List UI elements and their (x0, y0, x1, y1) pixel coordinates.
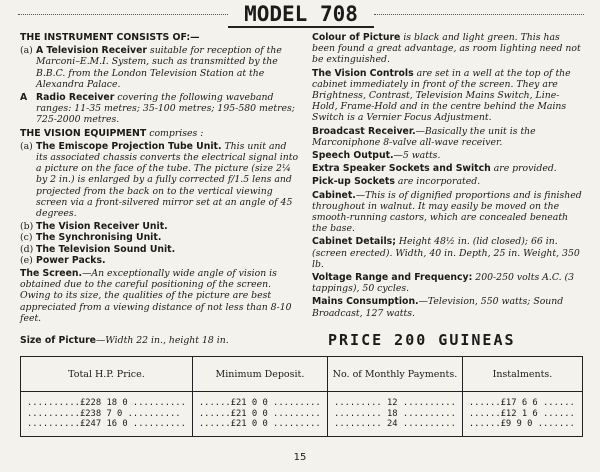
cabinet-paragraph (312, 190, 584, 235)
mains-text: —Television, 550 watts; Sound Broadcast, 127 watts. (312, 296, 564, 319)
extra-bold: Extra Speaker Sockets and Switch (312, 163, 491, 175)
item-bold: Power Packs. (36, 254, 106, 266)
size-text: —Width 22 in., height 18 in. (95, 335, 229, 346)
screen-bold: The Screen. (20, 268, 83, 280)
cell-payments: ......... 24 .......... (328, 419, 463, 436)
size-bold: Size of Picture (20, 335, 96, 346)
colour-text: is black and light green. This has been found a great advantage, as room lighting need not be extinguished. (312, 32, 581, 66)
table-row (21, 409, 583, 420)
item-text: suitable for reception of the Marconi–E.M.I. System, such as transmitted by the B.B.C. from the London Television Station at the Alexandra Palace. (36, 45, 282, 90)
header-monthly-payments: No. of Monthly Payments. (328, 357, 463, 392)
table-header-row (21, 357, 583, 392)
item-synchronising (20, 232, 300, 243)
item-vision-receiver (20, 221, 300, 232)
item-text: This unit and its associated chassis converts the electrical signal into a picture on the face of the tube. The picture (size 2¼ by 2 in.) is enlarged by a fully corrected f/1.5 lens and projected from the back on to the vertical viewing screen via a front-silvered mirror set at an angle of 45 degrees. (36, 140, 299, 220)
title-rule-left (18, 14, 228, 15)
details-text: Height 48½ in. (lid closed); 66 in. (screen erected). Width, 40 in. Depth, 25 in. Weight, 350 lb. (312, 236, 580, 270)
cell-instalment: ......£12 1 6 ...... (462, 409, 582, 420)
speech-paragraph (312, 150, 584, 161)
voltage-paragraph (312, 272, 584, 294)
item-marker: (c) (20, 232, 33, 244)
item-marker: (b) (20, 221, 34, 233)
item-bold: The Synchronising Unit. (36, 232, 162, 244)
item-emiscope (20, 141, 300, 219)
pickup-text: are incorporated. (394, 176, 481, 188)
colour-bold: Colour of Picture (312, 32, 401, 43)
vision-heading: THE VISION EQUIPMENT (20, 127, 147, 139)
hire-purchase-table (20, 356, 583, 437)
item-marker: (a) (20, 45, 33, 57)
vision-heading-line (20, 128, 300, 139)
details-paragraph (312, 236, 584, 270)
price-heading: PRICE 200 GUINEAS (328, 331, 516, 349)
screen-text: —An exceptionally wide angle of vision is obtained due to the careful positioning of the screen. Owing to its size, the qualities of the picture are best appreciated from a viewing distance of not less than 8-10 feet. (20, 268, 292, 324)
colour-paragraph (312, 32, 584, 66)
header-minimum-deposit: Minimum Deposit. (192, 357, 327, 392)
item-power-packs (20, 255, 300, 266)
item-bold: Radio Receiver (36, 92, 115, 104)
cell-total-price: ..........£247 16 0 .......... (21, 419, 193, 436)
mains-bold: Mains Consumption. (312, 296, 419, 308)
controls-paragraph (312, 68, 584, 124)
cell-deposit: ......£21 0 0 ......... (192, 419, 327, 436)
speech-bold: Speech Output. (312, 150, 394, 162)
cell-instalment: ......£9 9 0 ....... (462, 419, 582, 436)
right-column (312, 32, 584, 321)
details-bold: Cabinet Details; (312, 236, 396, 248)
table-row (21, 392, 583, 409)
pickup-paragraph (312, 176, 584, 187)
instrument-heading: THE INSTRUMENT CONSISTS OF:— (20, 32, 200, 43)
cell-total-price: ..........£238 7 0 .......... (21, 409, 193, 420)
page-title: MODEL 708 (228, 2, 374, 28)
screen-paragraph (20, 268, 300, 324)
size-price-row (20, 331, 586, 349)
extra-paragraph (312, 163, 584, 174)
header-instalments: Instalments. (462, 357, 582, 392)
cell-payments: ......... 12 .......... (328, 392, 463, 409)
item-television-receiver (20, 45, 300, 90)
cell-payments: ......... 18 .......... (328, 409, 463, 420)
voltage-text: 200-250 volts A.C. (3 tappings), 50 cycles. (312, 272, 575, 295)
broadcast-paragraph (312, 126, 584, 148)
cell-deposit: ......£21 0 0 ......... (192, 409, 327, 420)
header-total-hp-price: Total H.P. Price. (21, 357, 193, 392)
item-sound-unit (20, 244, 300, 255)
cell-deposit: ......£21 0 0 ......... (192, 392, 327, 409)
vision-heading-tail: comprises : (146, 127, 204, 139)
extra-text: are provided. (490, 163, 557, 175)
item-marker: (e) (20, 254, 33, 266)
item-text: covering the following waveband ranges: 11-35 metres; 35-100 metres; 195-580 metres; 725-2000 metres. (36, 92, 295, 126)
mains-paragraph (312, 296, 584, 318)
table-row (21, 419, 583, 436)
controls-text: are set in a well at the top of the cabinet immediately in front of the screen. They are Brightness, Contrast, Television Mains Switch, Line-Hold, Frame-Hold and in the centre behind the Mains Switch is a Vernier Focus Adjustment. (312, 67, 571, 124)
cabinet-bold: Cabinet. (312, 189, 356, 201)
broadcast-bold: Broadcast Receiver. (312, 125, 416, 137)
item-marker: A (20, 92, 28, 104)
title-row (18, 2, 584, 28)
title-rule-right (374, 14, 584, 15)
cell-instalment: ......£17 6 6 ...... (462, 392, 582, 409)
page-number: 15 (293, 452, 307, 463)
controls-bold: The Vision Controls (312, 67, 414, 79)
cell-total-price: ..........£228 18 0 .......... (21, 392, 193, 409)
item-bold: The Emiscope Projection Tube Unit. (36, 140, 222, 152)
item-bold: The Vision Receiver Unit. (36, 221, 168, 233)
item-bold: The Television Sound Unit. (36, 243, 176, 255)
speech-text: —5 watts. (393, 150, 441, 162)
pickup-bold: Pick-up Sockets (312, 176, 395, 188)
item-marker: (a) (20, 140, 33, 152)
item-bold: A Television Receiver (36, 45, 147, 57)
item-marker: (d) (20, 243, 34, 255)
left-column (20, 32, 300, 326)
cabinet-text: —This is of dignified proportions and is finished throughout in walnut. It may easily be moved on the smooth-running castors, which are concealed beneath the base. (312, 189, 582, 235)
broadcast-text: —Basically the unit is the Marconiphone 8-valve all-wave receiver. (312, 125, 536, 148)
item-radio-receiver (20, 92, 300, 126)
voltage-bold: Voltage Range and Frequency: (312, 272, 473, 284)
